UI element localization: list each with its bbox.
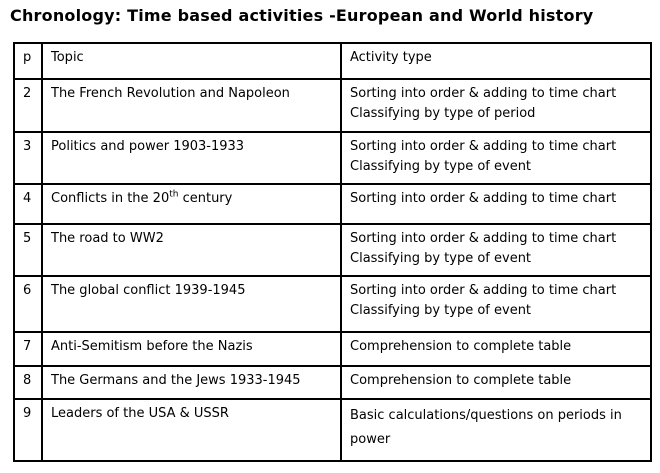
- table-row: [14, 332, 651, 366]
- activity-line: Classifying by type of period: [350, 106, 536, 121]
- page-number: 8: [14, 366, 42, 399]
- activity-cell: [341, 276, 651, 332]
- header-topic: Topic: [42, 43, 341, 79]
- page-number: 4: [14, 184, 42, 224]
- table-row: [14, 132, 651, 184]
- topic-cell: The Germans and the Jews 1933-1945: [42, 366, 341, 399]
- topic-cell: Politics and power 1903-1933: [42, 132, 341, 184]
- activity-cell: [341, 184, 651, 224]
- activity-line: Comprehension to complete table: [350, 373, 572, 388]
- activity-line: Sorting into order & adding to time chart: [350, 191, 617, 206]
- topic-cell: Leaders of the USA & USSR: [42, 399, 341, 461]
- table-row: [14, 366, 651, 399]
- activity-line: Classifying by type of event: [350, 159, 532, 174]
- activity-line: Sorting into order & adding to time chart: [350, 283, 617, 298]
- topic-cell: Conflicts in the 20th century: [42, 184, 341, 224]
- page-number: 9: [14, 399, 42, 461]
- activity-line: Sorting into order & adding to time chart: [350, 231, 617, 246]
- table-row: [14, 184, 651, 224]
- activity-line: power: [350, 432, 391, 447]
- table-row: [14, 276, 651, 332]
- activity-cell: [341, 132, 651, 184]
- activity-line: Classifying by type of event: [350, 303, 532, 318]
- activity-cell: [341, 79, 651, 132]
- activity-cell: [341, 399, 651, 461]
- table-row: [14, 224, 651, 276]
- page-number: 2: [14, 79, 42, 132]
- activity-line: Comprehension to complete table: [350, 339, 572, 354]
- page-number: 7: [14, 332, 42, 366]
- topic-cell: The global conflict 1939-1945: [42, 276, 341, 332]
- page-title: Chronology: Time based activities -European and World history: [10, 6, 594, 25]
- topic-cell: The French Revolution and Napoleon: [42, 79, 341, 132]
- activity-cell: [341, 224, 651, 276]
- activity-line: Classifying by type of event: [350, 251, 532, 266]
- topic-cell: Anti-Semitism before the Nazis: [42, 332, 341, 366]
- activity-line: Sorting into order & adding to time chart: [350, 86, 617, 101]
- table-row: [14, 79, 651, 132]
- topic-cell: The road to WW2: [42, 224, 341, 276]
- page-number: 6: [14, 276, 42, 332]
- table-row: [14, 399, 651, 461]
- page-number: 5: [14, 224, 42, 276]
- activities-table: [13, 42, 652, 462]
- activity-cell: [341, 332, 651, 366]
- activity-line: Basic calculations/questions on periods in: [350, 408, 622, 423]
- header-page: p: [14, 43, 42, 79]
- header-row: [14, 43, 651, 79]
- header-activity: Activity type: [341, 43, 651, 79]
- activity-line: Sorting into order & adding to time chart: [350, 139, 617, 154]
- activity-cell: [341, 366, 651, 399]
- page-number: 3: [14, 132, 42, 184]
